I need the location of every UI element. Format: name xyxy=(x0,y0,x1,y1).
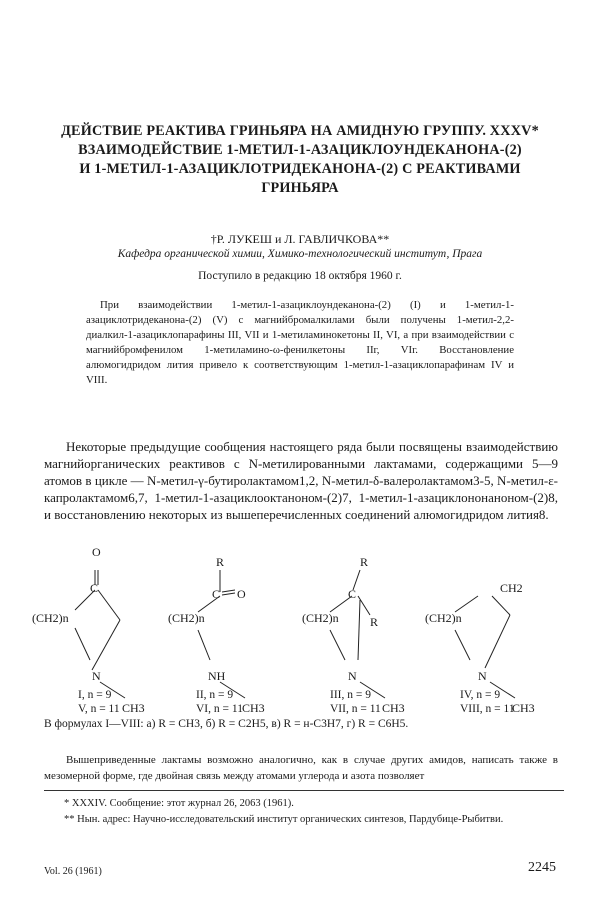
s1-row2: V, n = 11 xyxy=(78,703,120,715)
footnote-2: ** Нын. адрес: Научно-исследовательский институт органических синтезов, Пардубице-Рыбитви. xyxy=(64,814,504,825)
svg-text:C: C xyxy=(90,581,99,595)
s2-methyl: CH3 xyxy=(242,701,265,715)
body-text xyxy=(44,438,558,523)
body-text-continued xyxy=(44,752,558,784)
s3-r: R xyxy=(360,555,369,569)
s2-nh: NH xyxy=(208,669,226,683)
s4-row1: IV, n = 9 xyxy=(460,689,501,701)
title-line-4: ГРИНЬЯРА xyxy=(261,180,339,196)
body-paragraph: Некоторые предыдущие сообщения настоящего ряда были посвящены взаимодействию магнийорганических реактивов с N-метилированными лактамами, содержащими 5—9 атомов в цикле — N-метил-γ-бутиролактамом1,2, N-метил-δ-валеролактамом3-5, N-метил-ε-капролактамом6,7, 1-метил-1-азациклооктаноном-(2)7, 1-метил-1-азациклононаноном-(2)8, и восстановлению некоторых из вышеперечисленных соединений алюмогидридом лития8. xyxy=(44,439,558,522)
s4-ring: (CH2)n xyxy=(425,611,462,625)
body2-paragraph: Вышеприведенные лактамы возможно аналогично, как в случае других амидов, написать также в мезомерной форме, где двойная связь между атомами углерода и азота позволяет xyxy=(44,754,558,782)
footnote-divider xyxy=(44,790,564,791)
s1-oxygen: O xyxy=(92,545,101,559)
page-number: 2245 xyxy=(528,860,556,875)
svg-text:C: C xyxy=(212,587,221,601)
s1-nitrogen: N xyxy=(92,669,101,683)
abstract-text: При взаимодействии 1-метил-1-азациклоундеканона-(2) (I) и 1-метил-1-азациклотридеканона-(2) (V) с магнийбромалкилами были получены 1-метил-2,2-диалкил-1-азациклопарафины III, VII и 1-метиламинокетоны II, VI, а при взаимодействии с магнийбромфенилом 1-метиламино-ω-фенилкетоны IIг, VIг. Восстановление алюмогидридом лития привело к соответствующим 1-метил-1-азациклопарафинам IV и VIII. xyxy=(86,299,514,386)
svg-text:C: C xyxy=(348,587,357,601)
abstract xyxy=(86,298,514,388)
s3-nitrogen: N xyxy=(348,669,357,683)
footnote-1: * XXXIV. Сообщение: этот журнал 26, 2063 (1961). xyxy=(64,798,294,809)
s2-ring: (CH2)n xyxy=(168,611,205,625)
s2-labels xyxy=(196,688,243,716)
s3-row1: III, n = 9 xyxy=(330,689,371,701)
s3-r2: R xyxy=(370,615,379,629)
authors: †Р. ЛУКЕШ и Л. ГАВЛИЧКОВА** xyxy=(210,232,390,246)
formulae-note: В формулах I—VIII: а) R = CH3, б) R = C2H5, в) R = н-C3H7, г) R = C6H5. xyxy=(44,718,409,730)
s4-nitrogen: N xyxy=(478,669,487,683)
s1-row1: I, n = 9 xyxy=(78,689,112,701)
volume-footer: Vol. 26 (1961) xyxy=(44,866,102,877)
s2-r: R xyxy=(216,555,225,569)
s2-row2: VI, n = 11 xyxy=(196,703,243,715)
s3-row2: VII, n = 11 xyxy=(330,703,381,715)
title-line-1: ДЕЙСТВИЕ РЕАКТИВА ГРИНЬЯРА НА АМИДНУЮ ГРУППУ. XXXV* xyxy=(61,123,539,139)
s4-ch2: CH2 xyxy=(500,581,523,595)
title-line-2: ВЗАИМОДЕЙСТВИЕ 1-МЕТИЛ-1-АЗАЦИКЛОУНДЕКАНОНА-(2) xyxy=(78,142,522,158)
received-date: Поступило в редакцию 18 октября 1960 г. xyxy=(198,270,402,282)
s3-labels xyxy=(330,688,381,716)
s2-row1: II, n = 9 xyxy=(196,689,234,701)
title-line-3: И 1-МЕТИЛ-1-АЗАЦИКЛОТРИДЕКАНОНА-(2) С РЕАКТИВАМИ xyxy=(79,161,521,177)
s1-ring: (CH2)n xyxy=(32,611,69,625)
s1-methyl: CH3 xyxy=(122,701,145,715)
s4-labels xyxy=(460,688,515,716)
s3-methyl: CH3 xyxy=(382,701,405,715)
s4-row2: VIII, n = 11 xyxy=(460,703,515,715)
s2-oxygen: O xyxy=(237,587,246,601)
s3-ring: (CH2)n xyxy=(302,611,339,625)
affiliation: Кафедра органической химии, Химико-технологический институт, Прага xyxy=(117,248,483,260)
s1-labels xyxy=(78,688,120,716)
s4-methyl: CH3 xyxy=(512,701,535,715)
